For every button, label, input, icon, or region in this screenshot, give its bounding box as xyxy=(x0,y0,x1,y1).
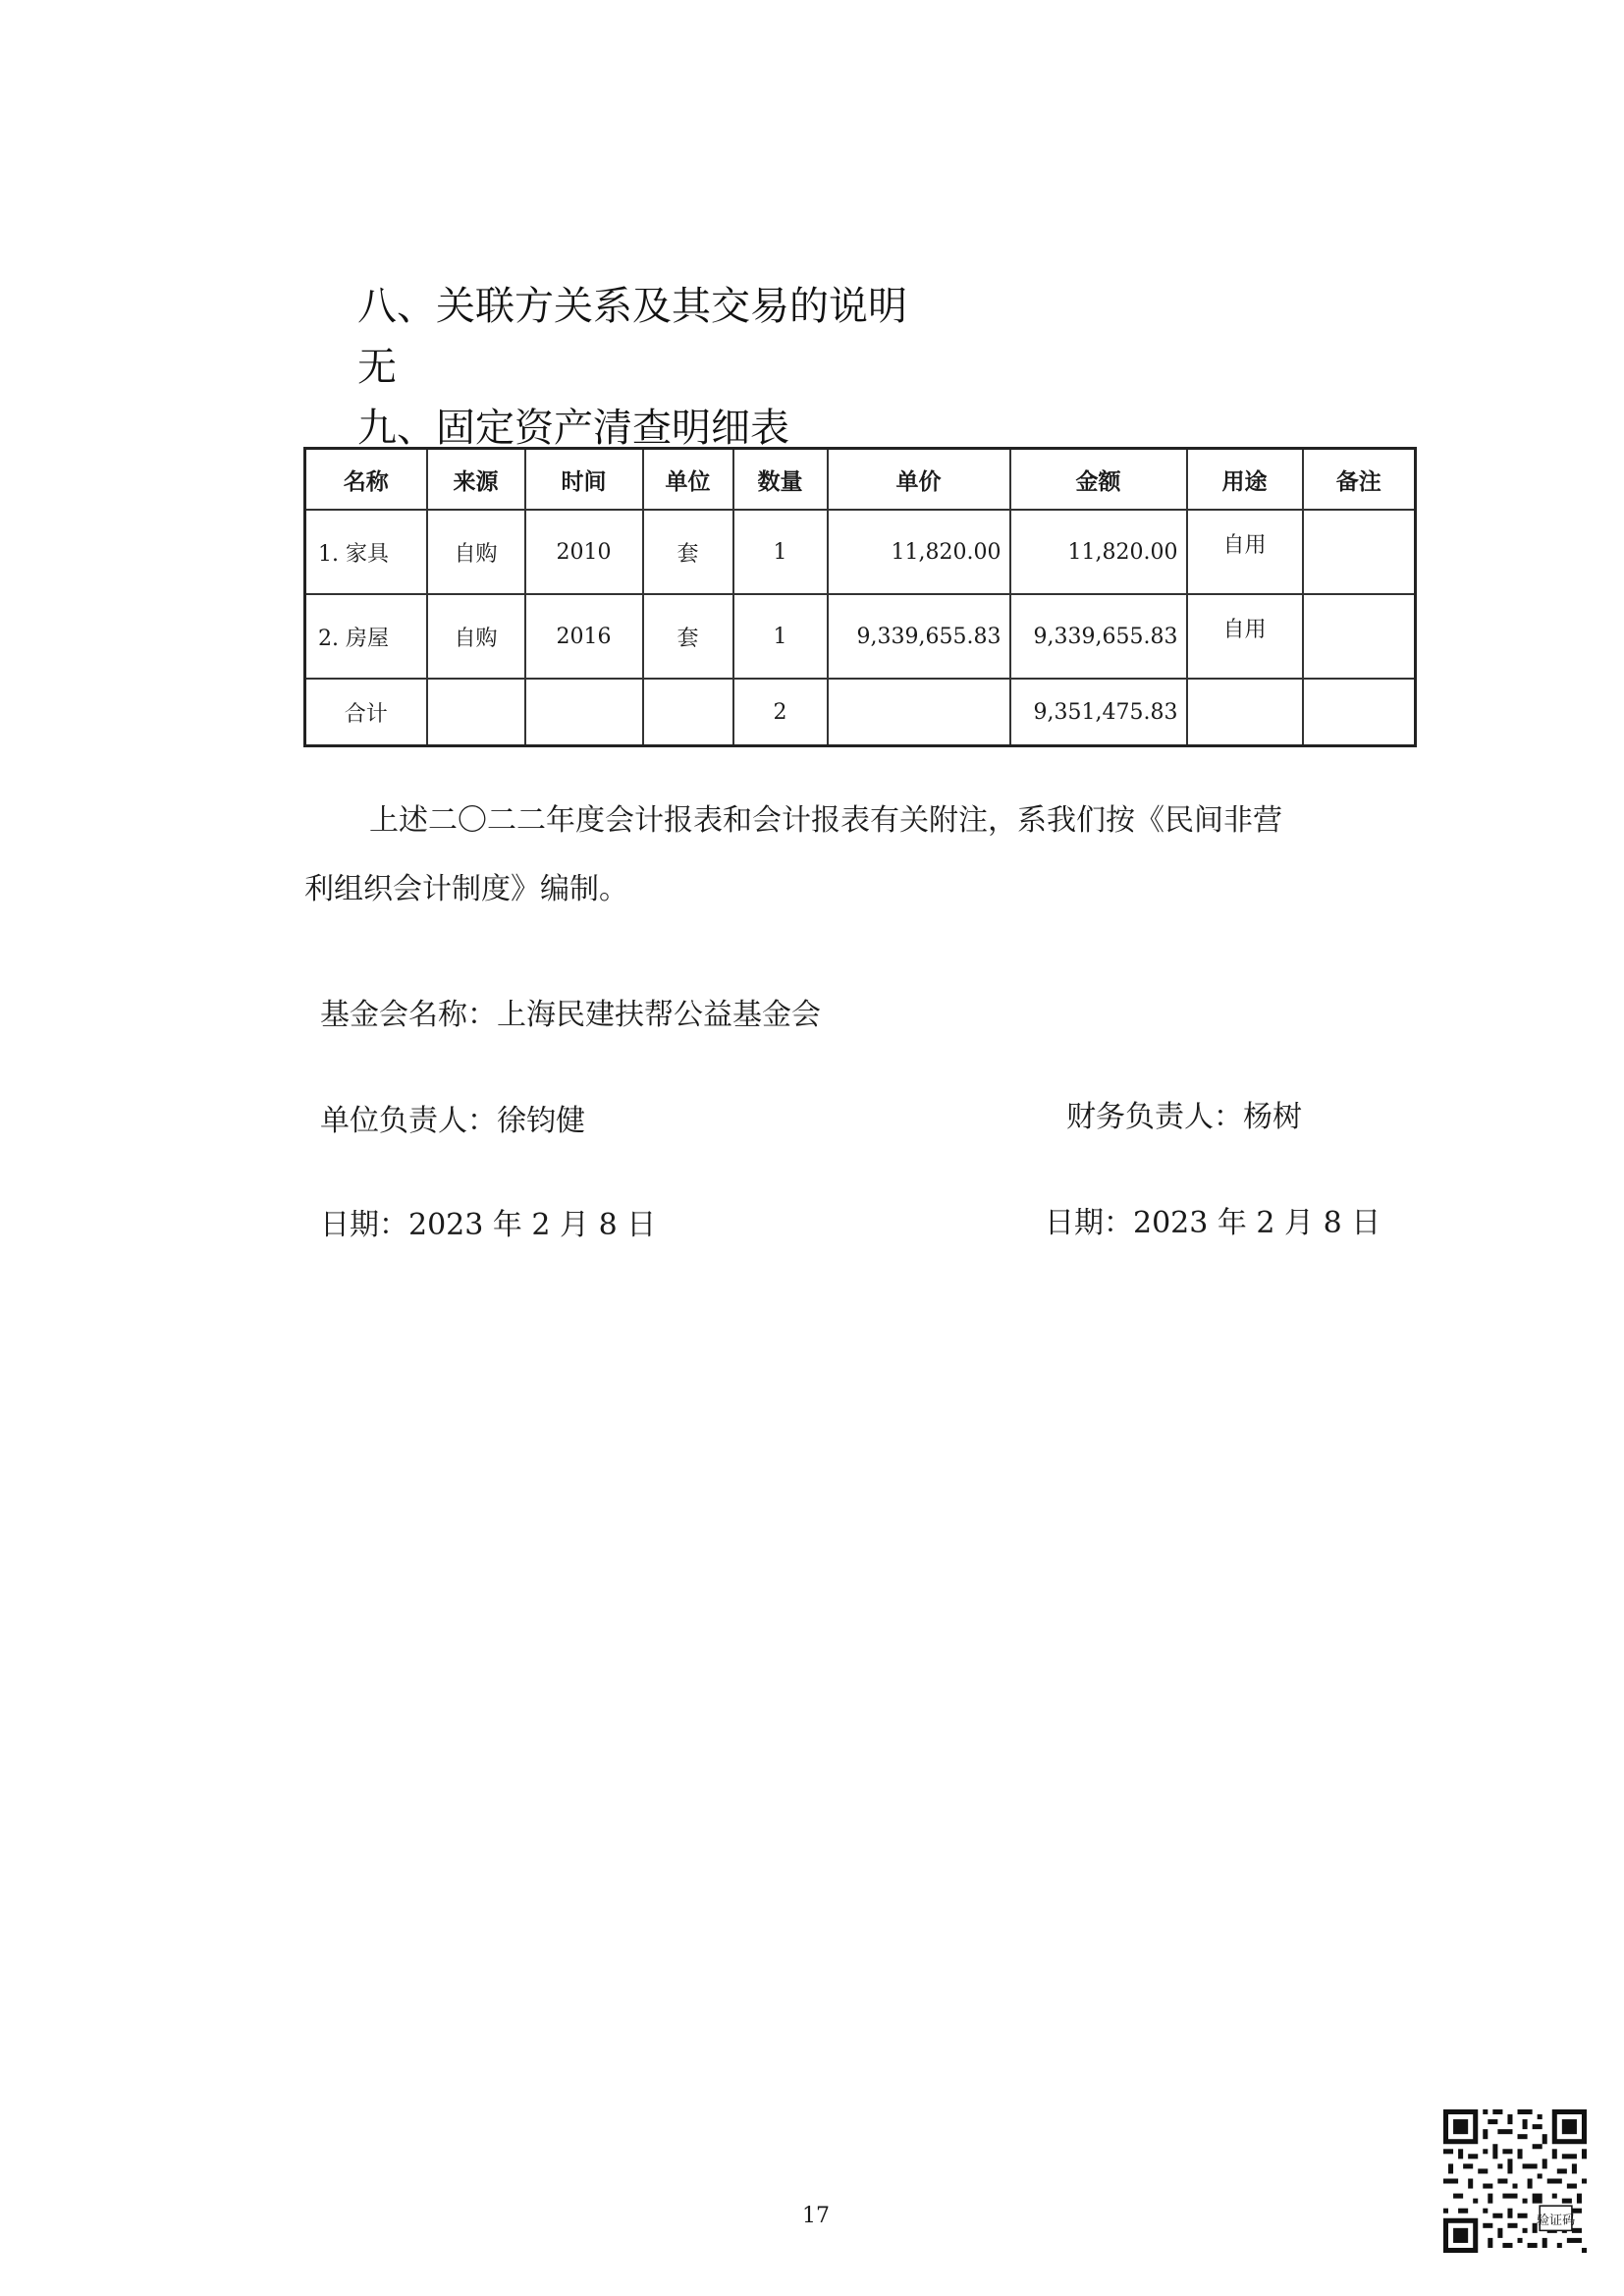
total-time xyxy=(525,679,643,746)
finance-head: 财务负责人：杨树 xyxy=(1066,1100,1302,1134)
cell-unit: 套 xyxy=(643,510,733,594)
cell-amount: 11,820.00 xyxy=(1010,510,1187,594)
header-usage: 用途 xyxy=(1187,449,1303,511)
cell-unit: 套 xyxy=(643,594,733,679)
verification-qr-code xyxy=(1443,2109,1587,2253)
total-remarks xyxy=(1303,679,1416,746)
header-remarks: 备注 xyxy=(1303,449,1416,511)
cell-name: 1. 家具 xyxy=(305,510,427,594)
header-amount: 金额 xyxy=(1010,449,1187,511)
foundation-name: 基金会名称：上海民建扶帮公益基金会 xyxy=(320,998,821,1032)
total-usage xyxy=(1187,679,1303,746)
cell-unit-price: 9,339,655.83 xyxy=(828,594,1010,679)
table-row xyxy=(305,594,1416,679)
cell-unit-price: 11,820.00 xyxy=(828,510,1010,594)
statement-line2: 利组织会计制度》编制。 xyxy=(304,872,628,906)
header-name: 名称 xyxy=(305,449,427,511)
page-number: 17 xyxy=(802,2204,830,2228)
cell-source: 自购 xyxy=(427,594,525,679)
header-unit-price: 单价 xyxy=(828,449,1010,511)
table-header-row xyxy=(305,449,1416,511)
section8-content: 无 xyxy=(357,345,397,390)
date-left: 日期：2023 年 2 月 8 日 xyxy=(320,1208,657,1242)
cell-quantity: 1 xyxy=(733,594,828,679)
total-amount: 9,351,475.83 xyxy=(1010,679,1187,746)
statement-line1: 上述二〇二二年度会计报表和会计报表有关附注，系我们按《民间非营 xyxy=(369,803,1282,838)
header-time: 时间 xyxy=(525,449,643,511)
section8-heading: 八、关联方关系及其交易的说明 xyxy=(357,284,907,329)
fixed-assets-table xyxy=(303,447,1417,747)
cell-time: 2016 xyxy=(525,594,643,679)
cell-amount: 9,339,655.83 xyxy=(1010,594,1187,679)
total-quantity: 2 xyxy=(733,679,828,746)
qr-label: 验证码 xyxy=(1536,2213,1576,2228)
section9-heading: 九、固定资产清查明细表 xyxy=(357,406,789,451)
table-row xyxy=(305,510,1416,594)
header-unit: 单位 xyxy=(643,449,733,511)
cell-source: 自购 xyxy=(427,510,525,594)
total-unit xyxy=(643,679,733,746)
cell-quantity: 1 xyxy=(733,510,828,594)
cell-time: 2010 xyxy=(525,510,643,594)
date-right: 日期：2023 年 2 月 8 日 xyxy=(1045,1206,1381,1240)
cell-name: 2. 房屋 xyxy=(305,594,427,679)
cell-usage: 自用 xyxy=(1187,594,1303,679)
total-unit-price xyxy=(828,679,1010,746)
table-total-row xyxy=(305,679,1416,746)
unit-head: 单位负责人：徐钧健 xyxy=(320,1104,585,1138)
total-label: 合计 xyxy=(305,679,427,746)
cell-remarks xyxy=(1303,510,1416,594)
cell-usage: 自用 xyxy=(1187,510,1303,594)
cell-remarks xyxy=(1303,594,1416,679)
header-quantity: 数量 xyxy=(733,449,828,511)
header-source: 来源 xyxy=(427,449,525,511)
total-source xyxy=(427,679,525,746)
